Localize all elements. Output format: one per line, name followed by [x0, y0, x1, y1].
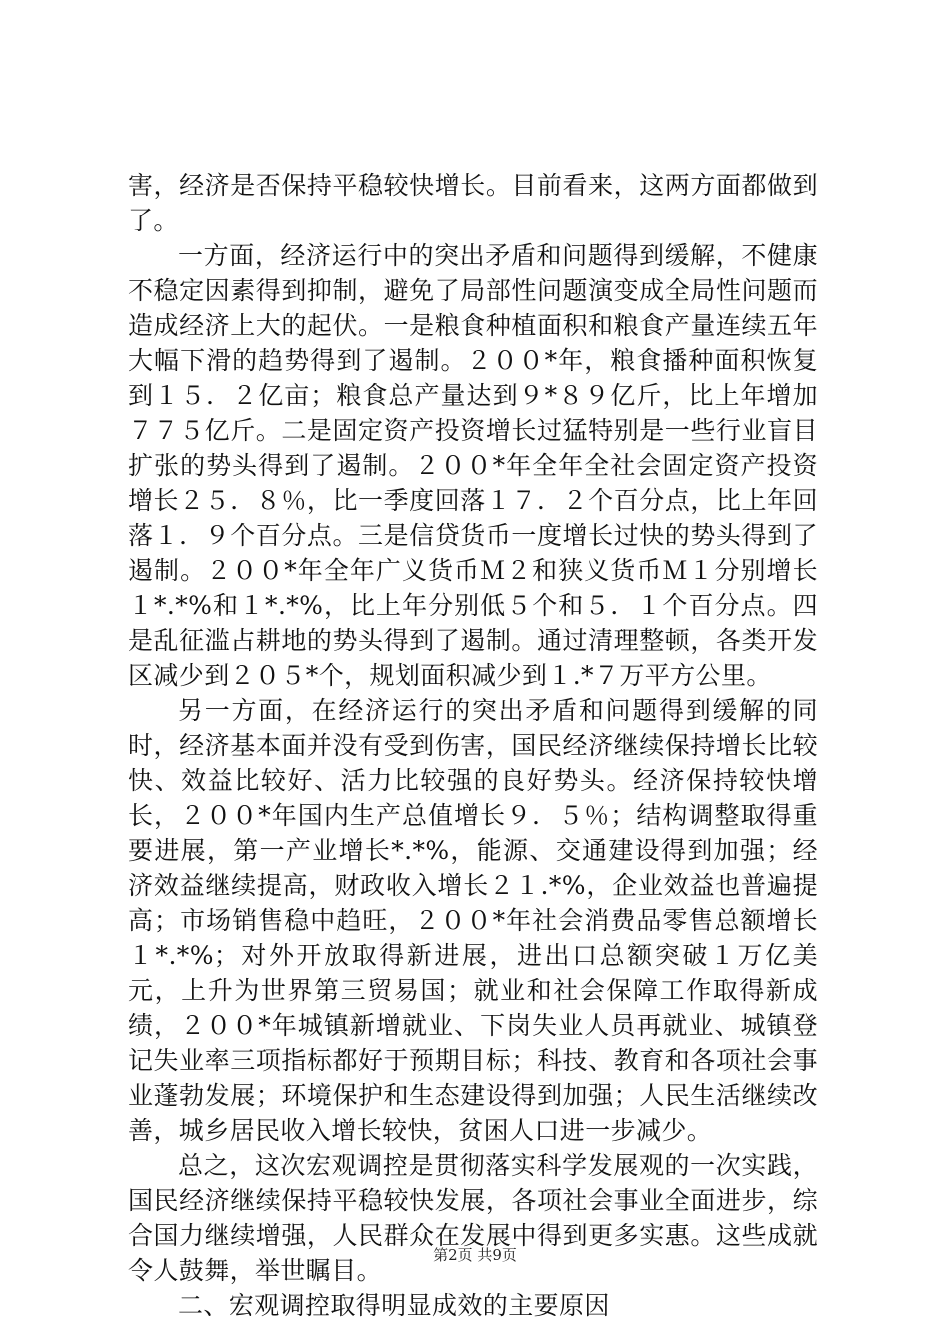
page-number-label: 第2页 共9页 [433, 1246, 517, 1264]
paragraph-2: 一方面，经济运行中的突出矛盾和问题得到缓解，不健康不稳定因素得到抑制，避免了局部性问题演变成全局性问题而造成经济上大的起伏。一是粮食种植面积和粮食产量连续五年大幅下滑的趋势得到了遏制。２００*年，粮食播种面积恢复到１５．２亿亩；粮食总产量达到９*８９亿斤，比上年增加７７５亿斤。二是固定资产投资增长过猛特别是一些行业盲目扩张的势头得到了遏制。２００*年全年全社会固定资产投资增长２５．８％，比一季度回落１７．２个百分点，比上年回落１．９个百分点。三是信贷货币一度增长过快的势头得到了遏制。２００*年全年广义货币Ｍ２和狭义货币Ｍ１分别增长１*.*%和１*.*%，比上年分别低５个和５．１个百分点。四是乱征滥占耕地的势头得到了遏制。通过清理整顿，各类开发区减少到２０５*个，规划面积减少到１.*７万平方公里。 [128, 241, 818, 690]
section-heading: 二、宏观调控取得明显成效的主要原因 [178, 1291, 610, 1320]
paragraph-1: 害，经济是否保持平稳较快增长。目前看来，这两方面都做到了。 [128, 171, 818, 235]
paragraph-3: 另一方面，在经济运行的突出矛盾和问题得到缓解的同时，经济基本面并没有受到伤害，国民经济继续保持增长比较快、效益比较好、活力比较强的良好势头。经济保持较快增长，２００*年国内生产总值增长９．５％；结构调整取得重要进展，第一产业增长*.*%，能源、交通建设得到加强；经济效益继续提高，财政收入增长２１.*%，企业效益也普遍提高；市场销售稳中趋旺，２００*年社会消费品零售总额增长１*.*%；对外开放取得新进展，进出口总额突破１万亿美元，上升为世界第三贸易国；就业和社会保障工作取得新成绩，２００*年城镇新增就业、下岗失业人员再就业、城镇登记失业率三项指标都好于预期目标；科技、教育和各项社会事业蓬勃发展；环境保护和生态建设得到加强；人民生活继续改善，城乡居民收入增长较快，贫困人口进一步减少。 [128, 696, 818, 1145]
document-body [128, 168, 818, 1323]
page-footer [0, 1244, 950, 1265]
paragraph-4: 总之，这次宏观调控是贯彻落实科学发展观的一次实践，国民经济继续保持平稳较快发展，各项社会事业全面进步，综合国力继续增强，人民群众在发展中得到更多实惠。这些成就令人鼓舞，举世瞩目。 [128, 1151, 818, 1285]
